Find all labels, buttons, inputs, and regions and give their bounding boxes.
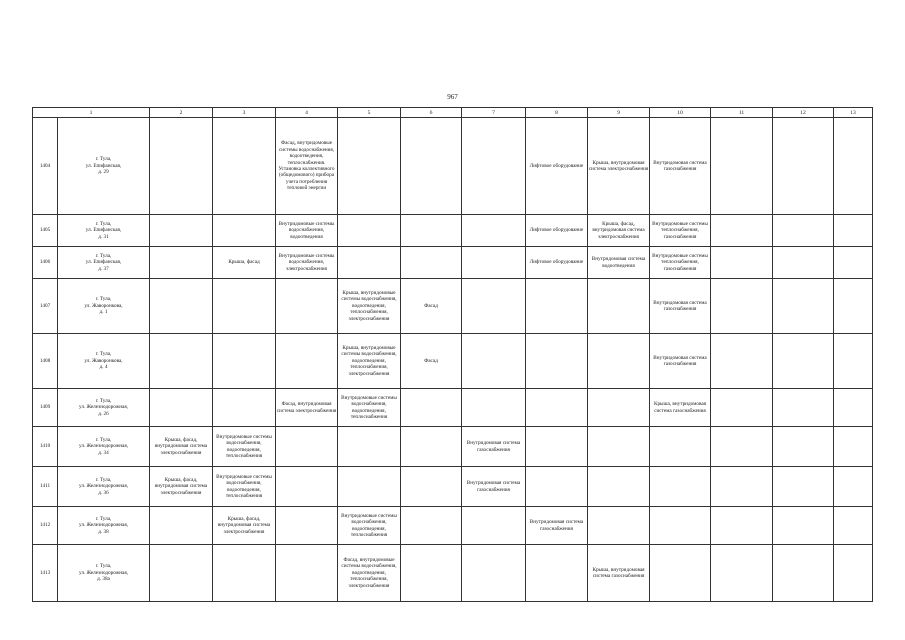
work-cell <box>773 247 834 279</box>
address-line: г. Тула, <box>95 220 112 227</box>
work-text: Фасад <box>424 357 438 364</box>
column-header: 7 <box>462 108 526 118</box>
work-cell <box>338 247 401 279</box>
address-line: ул. Епифанская, <box>85 227 122 234</box>
address-line: д. 37 <box>98 265 109 272</box>
work-cell <box>711 545 773 602</box>
work-cell <box>834 279 873 334</box>
work-cell <box>213 118 276 215</box>
row-number: 1410 <box>33 427 58 467</box>
work-cell <box>834 427 873 467</box>
address-line: ул. Железнодорожная, <box>78 483 129 490</box>
work-cell <box>650 334 711 389</box>
repair-schedule-table <box>32 107 873 602</box>
address-line: г. Тула, <box>95 156 112 163</box>
address-line: ул. Епифанская, <box>85 259 122 266</box>
work-text: Крыша, фасад, внутридомовая система электроснабжения <box>592 220 645 240</box>
work-text: Внутридомовые системы теплоснабжения, газоснабжения <box>652 252 708 272</box>
address-cell <box>58 279 150 334</box>
table-row <box>33 334 873 389</box>
work-text: Внутридомовые системы водоснабжения, водоотведения, теплоснабжения <box>216 433 272 459</box>
address-line: г. Тула, <box>95 563 112 570</box>
work-cell <box>834 334 873 389</box>
address-line: г. Тула, <box>95 515 112 522</box>
work-cell <box>711 427 773 467</box>
work-cell <box>588 389 650 427</box>
work-cell <box>213 215 276 247</box>
work-text: Фасад <box>424 302 438 309</box>
column-header: 11 <box>711 108 773 118</box>
work-cell <box>401 247 462 279</box>
work-text: Фасад, внутридомовые системы водоснабжения, водоотведения, теплоснабжения. Установка коллективного (общедомового) прибора учета потребления тепловой энергии <box>278 140 335 192</box>
work-cell <box>773 467 834 507</box>
work-cell <box>401 389 462 427</box>
work-cell <box>276 118 338 215</box>
work-text: Внутридомовая система водоотведения <box>591 256 646 269</box>
work-cell <box>650 247 711 279</box>
work-cell <box>338 427 401 467</box>
row-number: 1413 <box>33 545 58 602</box>
work-text: Крыша, внутридомовая система газоснабжения <box>592 566 645 579</box>
work-cell <box>773 389 834 427</box>
work-cell <box>588 279 650 334</box>
work-cell <box>462 545 526 602</box>
work-text: Фасад, внутридомовая система электроснабжения <box>276 401 337 414</box>
work-cell <box>150 427 213 467</box>
address-line: ул. Железнодорожная, <box>78 443 129 450</box>
work-text: Фасад, внутридомовые системы водоснабжения, водоотведения, теплоснабжения, электроснабжения <box>341 556 397 589</box>
work-cell <box>276 427 338 467</box>
work-text: Крыша, фасад, внутридомовая система электроснабжения <box>154 476 208 496</box>
work-cell <box>150 247 213 279</box>
address-cell <box>58 467 150 507</box>
work-cell <box>588 334 650 389</box>
work-cell <box>150 507 213 545</box>
address-line: д. 38 <box>98 528 109 535</box>
work-text: Лифтовое оборудование <box>529 162 584 169</box>
work-cell <box>462 279 526 334</box>
work-cell <box>150 215 213 247</box>
address-line: г. Тула, <box>95 252 112 259</box>
work-text: Лифтовое оборудование <box>529 259 584 266</box>
work-cell <box>213 389 276 427</box>
address-line: д. 29 <box>98 169 109 176</box>
work-cell <box>526 334 588 389</box>
column-header: 2 <box>150 108 213 118</box>
work-text: Внутридомовая система газоснабжения <box>466 440 521 453</box>
work-cell <box>462 247 526 279</box>
work-cell <box>276 334 338 389</box>
work-text: Внутридомовая система газоснабжения <box>653 354 707 367</box>
address-line: ул. Жаворонкова, <box>84 357 123 364</box>
address-cell <box>58 427 150 467</box>
address-cell <box>58 389 150 427</box>
work-text: Внутридомовые системы водоснабжения, водоотведения <box>278 220 335 240</box>
address-cell <box>58 545 150 602</box>
row-number: 1409 <box>33 389 58 427</box>
work-cell <box>773 334 834 389</box>
work-cell <box>150 389 213 427</box>
work-cell <box>526 545 588 602</box>
work-cell <box>150 545 213 602</box>
work-cell <box>711 467 773 507</box>
work-cell <box>338 118 401 215</box>
work-cell <box>401 507 462 545</box>
work-cell <box>526 507 588 545</box>
work-cell <box>462 215 526 247</box>
work-cell <box>213 334 276 389</box>
address-line: ул. Жаворонкова, <box>84 302 123 309</box>
work-cell <box>462 467 526 507</box>
work-cell <box>401 467 462 507</box>
work-cell <box>462 389 526 427</box>
work-text: Внутридомовая система газоснабжения <box>529 519 584 532</box>
work-cell <box>834 545 873 602</box>
work-cell <box>588 427 650 467</box>
work-text: Крыша, фасад, внутридомовая система электроснабжения <box>154 436 208 456</box>
table-row <box>33 118 873 215</box>
work-cell <box>834 118 873 215</box>
work-cell <box>150 118 213 215</box>
work-cell <box>276 247 338 279</box>
work-cell <box>213 507 276 545</box>
work-text: Внутридомовые системы теплоснабжения, газоснабжения <box>652 220 708 240</box>
work-cell <box>462 334 526 389</box>
work-text: Внутридомовая система газоснабжения <box>653 299 707 312</box>
column-header: 3 <box>213 108 276 118</box>
column-header: 5 <box>338 108 401 118</box>
work-cell <box>711 389 773 427</box>
address-line: ул. Железнодорожная, <box>78 522 129 529</box>
row-number: 1408 <box>33 334 58 389</box>
column-number-row <box>33 108 873 118</box>
column-header: 8 <box>526 108 588 118</box>
work-cell <box>588 247 650 279</box>
work-text: Внутридомовые системы водоснабжения, водоотведения, теплоснабжения <box>341 512 397 538</box>
table-row <box>33 247 873 279</box>
work-cell <box>276 389 338 427</box>
work-cell <box>401 118 462 215</box>
work-cell <box>150 279 213 334</box>
work-cell <box>526 467 588 507</box>
work-cell <box>526 215 588 247</box>
work-cell <box>213 545 276 602</box>
work-text: Внутридомовая система газоснабжения <box>653 159 707 172</box>
work-cell <box>834 507 873 545</box>
work-cell <box>338 507 401 545</box>
address-line: д. 1 <box>99 309 108 316</box>
address-cell <box>58 118 150 215</box>
work-text: Крыша, внутридомовые системы водоснабжения, водоотведения, теплоснабжения, электроснабжения <box>341 344 397 377</box>
work-text: Крыша, внутридомовая система электроснабжения <box>588 159 649 172</box>
address-line: д. 38а <box>97 576 110 583</box>
row-number: 1405 <box>33 215 58 247</box>
work-cell <box>526 279 588 334</box>
column-header: 12 <box>773 108 834 118</box>
work-cell <box>588 507 650 545</box>
address-line: д. 4 <box>99 364 108 371</box>
table-row <box>33 467 873 507</box>
work-cell <box>773 279 834 334</box>
column-header: 1 <box>33 108 150 118</box>
address-line: г. Тула, <box>95 476 112 483</box>
work-cell <box>213 467 276 507</box>
work-cell <box>526 118 588 215</box>
table-row <box>33 427 873 467</box>
column-header: 4 <box>276 108 338 118</box>
address-cell <box>58 247 150 279</box>
row-number: 1411 <box>33 467 58 507</box>
address-line: ул. Епифанская, <box>85 162 122 169</box>
row-number: 1406 <box>33 247 58 279</box>
work-cell <box>462 507 526 545</box>
row-number: 1404 <box>33 118 58 215</box>
work-cell <box>588 467 650 507</box>
work-cell <box>526 247 588 279</box>
work-cell <box>338 467 401 507</box>
table-row <box>33 215 873 247</box>
work-cell <box>401 334 462 389</box>
work-text: Внутридомовые системы водоснабжения, водоотведения, теплоснабжения <box>216 473 272 499</box>
work-cell <box>462 427 526 467</box>
work-cell <box>834 215 873 247</box>
work-cell <box>711 118 773 215</box>
work-cell <box>588 118 650 215</box>
address-cell <box>58 215 150 247</box>
work-cell <box>338 545 401 602</box>
work-cell <box>650 389 711 427</box>
table-row <box>33 545 873 602</box>
work-cell <box>338 215 401 247</box>
work-cell <box>711 334 773 389</box>
address-line: д. 26 <box>98 410 109 417</box>
address-cell <box>58 334 150 389</box>
work-text: Внутридомовая система газоснабжения <box>466 480 521 493</box>
work-cell <box>401 427 462 467</box>
work-cell <box>276 279 338 334</box>
work-cell <box>338 389 401 427</box>
address-line: ул. Железнодорожная, <box>78 569 129 576</box>
work-cell <box>711 279 773 334</box>
address-line: г. Тула, <box>95 296 112 303</box>
work-cell <box>711 247 773 279</box>
work-cell <box>773 545 834 602</box>
work-cell <box>711 215 773 247</box>
work-cell <box>773 215 834 247</box>
column-header: 10 <box>650 108 711 118</box>
work-text: Крыша, фасад <box>228 259 260 266</box>
table-row <box>33 279 873 334</box>
work-cell <box>338 279 401 334</box>
work-cell <box>401 545 462 602</box>
work-cell <box>526 389 588 427</box>
work-cell <box>213 279 276 334</box>
address-line: д. 34 <box>98 449 109 456</box>
work-cell <box>526 427 588 467</box>
address-line: ул. Железнодорожная, <box>78 404 129 411</box>
page-number: 967 <box>447 93 458 101</box>
work-cell <box>650 215 711 247</box>
work-cell <box>338 334 401 389</box>
address-line: г. Тула, <box>95 436 112 443</box>
work-cell <box>588 545 650 602</box>
work-text: Лифтовое оборудование <box>529 227 584 234</box>
work-cell <box>650 467 711 507</box>
work-cell <box>276 545 338 602</box>
table-row <box>33 507 873 545</box>
work-cell <box>276 215 338 247</box>
work-cell <box>650 118 711 215</box>
work-cell <box>462 118 526 215</box>
work-cell <box>834 389 873 427</box>
work-cell <box>150 334 213 389</box>
row-number: 1407 <box>33 279 58 334</box>
row-number: 1412 <box>33 507 58 545</box>
work-cell <box>650 507 711 545</box>
work-cell <box>401 215 462 247</box>
address-cell <box>58 507 150 545</box>
work-text: Крыша, фасад, внутридомовая система электроснабжения <box>217 515 271 535</box>
work-cell <box>650 279 711 334</box>
column-header: 13 <box>834 108 873 118</box>
work-text: Крыша, внутридомовые системы водоснабжения, водоотведения, теплоснабжения, электроснабжения <box>341 289 397 322</box>
work-text: Крыша, внутридомовая система газоснабжения <box>654 401 707 414</box>
work-cell <box>213 247 276 279</box>
work-cell <box>401 279 462 334</box>
work-cell <box>773 427 834 467</box>
work-cell <box>276 467 338 507</box>
work-cell <box>213 427 276 467</box>
work-cell <box>588 215 650 247</box>
work-cell <box>650 545 711 602</box>
work-cell <box>773 118 834 215</box>
work-cell <box>773 507 834 545</box>
work-cell <box>834 247 873 279</box>
address-line: г. Тула, <box>95 351 112 358</box>
address-line: г. Тула, <box>95 397 112 404</box>
work-text: Внутридомовые системы водоснабжения, водоотведения, теплоснабжения <box>341 394 397 420</box>
work-text: Внутридомовые системы водоснабжения, электроснабжения <box>278 252 335 272</box>
column-header: 9 <box>588 108 650 118</box>
address-line: д. 31 <box>98 233 109 240</box>
work-cell <box>276 507 338 545</box>
work-cell <box>711 507 773 545</box>
column-header: 6 <box>401 108 462 118</box>
work-cell <box>150 467 213 507</box>
address-line: д. 36 <box>98 489 109 496</box>
work-cell <box>834 467 873 507</box>
work-cell <box>650 427 711 467</box>
table-row <box>33 389 873 427</box>
